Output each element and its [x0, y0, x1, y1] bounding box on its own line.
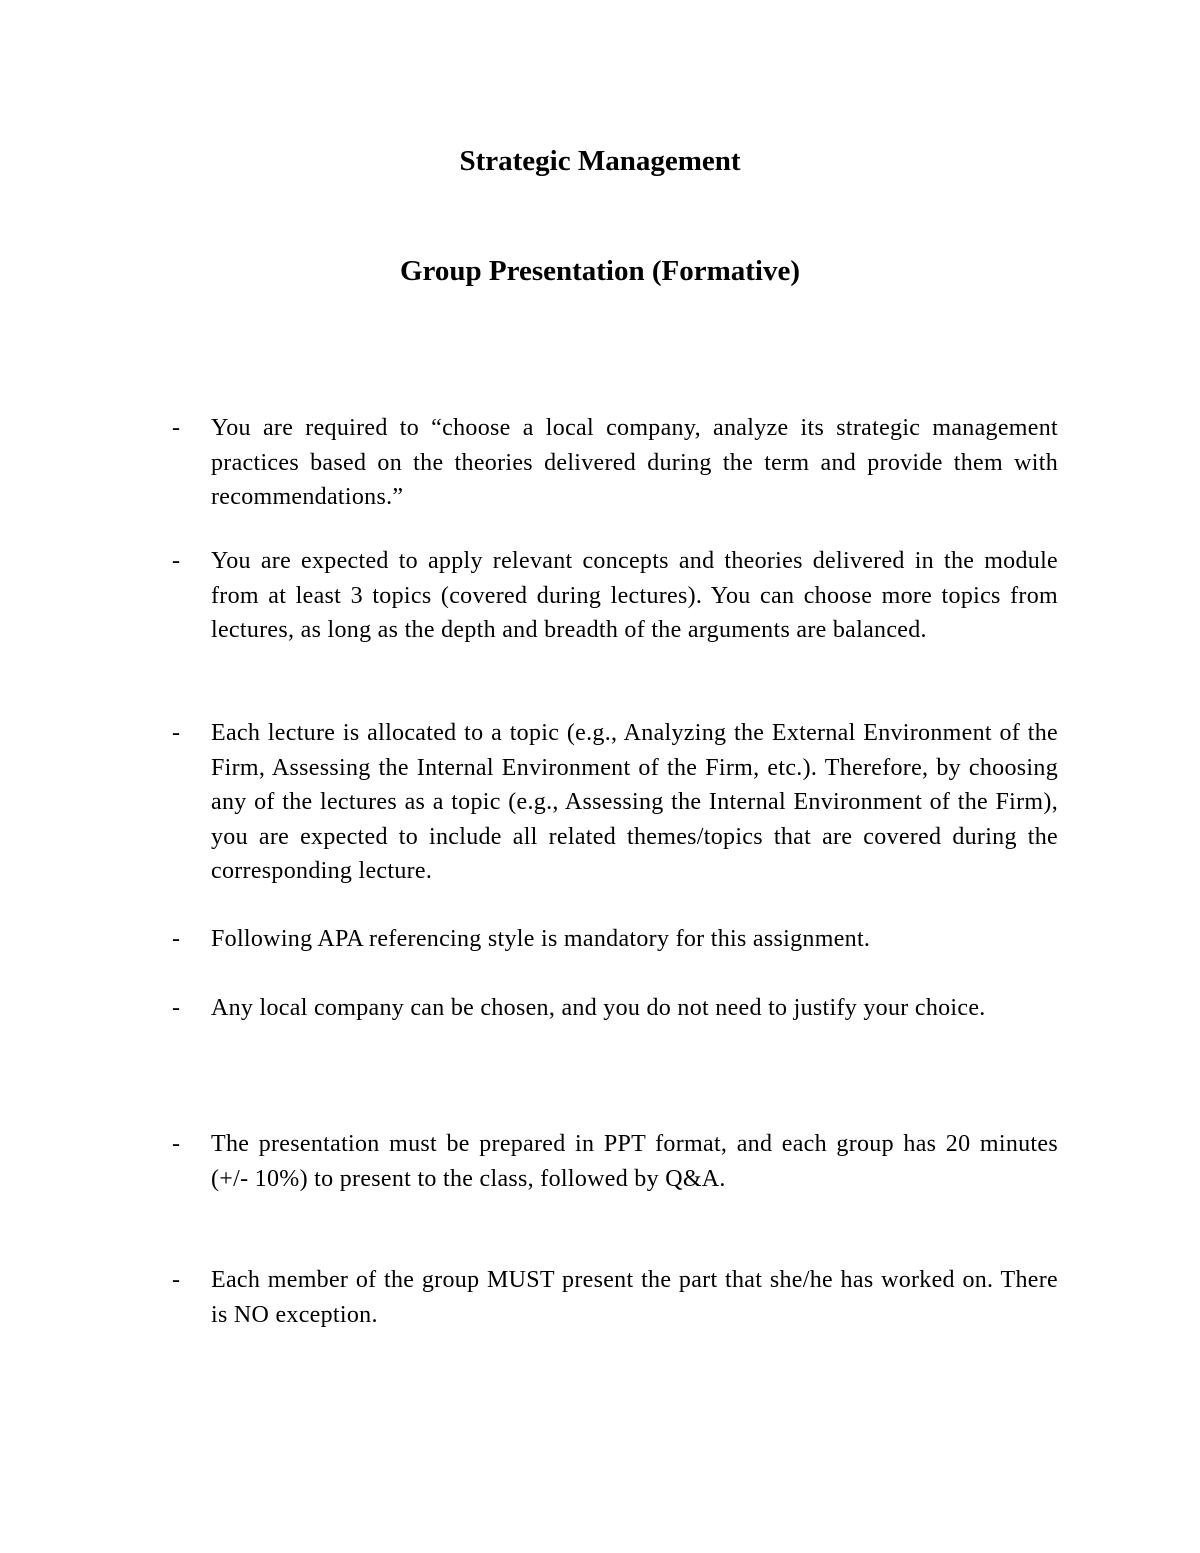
- bullet-dash: -: [172, 720, 180, 746]
- list-item-text: You are expected to apply relevant concepts and theories delivered in the module from at least 3 topics (covered during lectures). You can choose more topics from lectures, as long as the depth and breadth of the arguments are balanced.: [211, 548, 1058, 643]
- list-item-text: Following APA referencing style is mandatory for this assignment.: [211, 926, 871, 952]
- bullet-dash: -: [172, 995, 180, 1021]
- list-item: [172, 716, 1062, 889]
- list-item: [172, 1263, 1062, 1332]
- bullet-dash: -: [172, 1131, 180, 1157]
- list-item: [172, 544, 1062, 648]
- list-item-text: The presentation must be prepared in PPT format, and each group has 20 minutes (+/- 10%) to present to the class, followed by Q&A.: [211, 1131, 1058, 1192]
- bullet-dash: -: [172, 415, 180, 441]
- bullet-dash: -: [172, 1267, 180, 1293]
- list-item: [172, 1127, 1062, 1196]
- list-item: [172, 991, 1062, 1026]
- document-subtitle: Group Presentation (Formative): [399, 255, 801, 287]
- list-item: [172, 411, 1062, 515]
- bullet-dash: -: [172, 548, 180, 574]
- bullet-dash: -: [172, 926, 180, 952]
- document-title: Strategic Management: [459, 145, 741, 177]
- list-item-text: Each lecture is allocated to a topic (e.g., Analyzing the External Environment of the Firm, Assessing the Internal Environment of the Firm, etc.). Therefore, by choosing any of the lectures as a topic (e.g., Assessing the Internal Environment of the Firm), you are expected to include all related themes/topics that are covered during the corresponding lecture.: [211, 720, 1058, 884]
- list-item: [172, 922, 1062, 957]
- list-item-text: Each member of the group MUST present the part that she/he has worked on. There is NO exception.: [211, 1267, 1058, 1328]
- list-item-text: You are required to “choose a local company, analyze its strategic management practices based on the theories delivered during the term and provide them with recommendations.”: [211, 415, 1058, 510]
- list-item-text: Any local company can be chosen, and you do not need to justify your choice.: [211, 995, 986, 1021]
